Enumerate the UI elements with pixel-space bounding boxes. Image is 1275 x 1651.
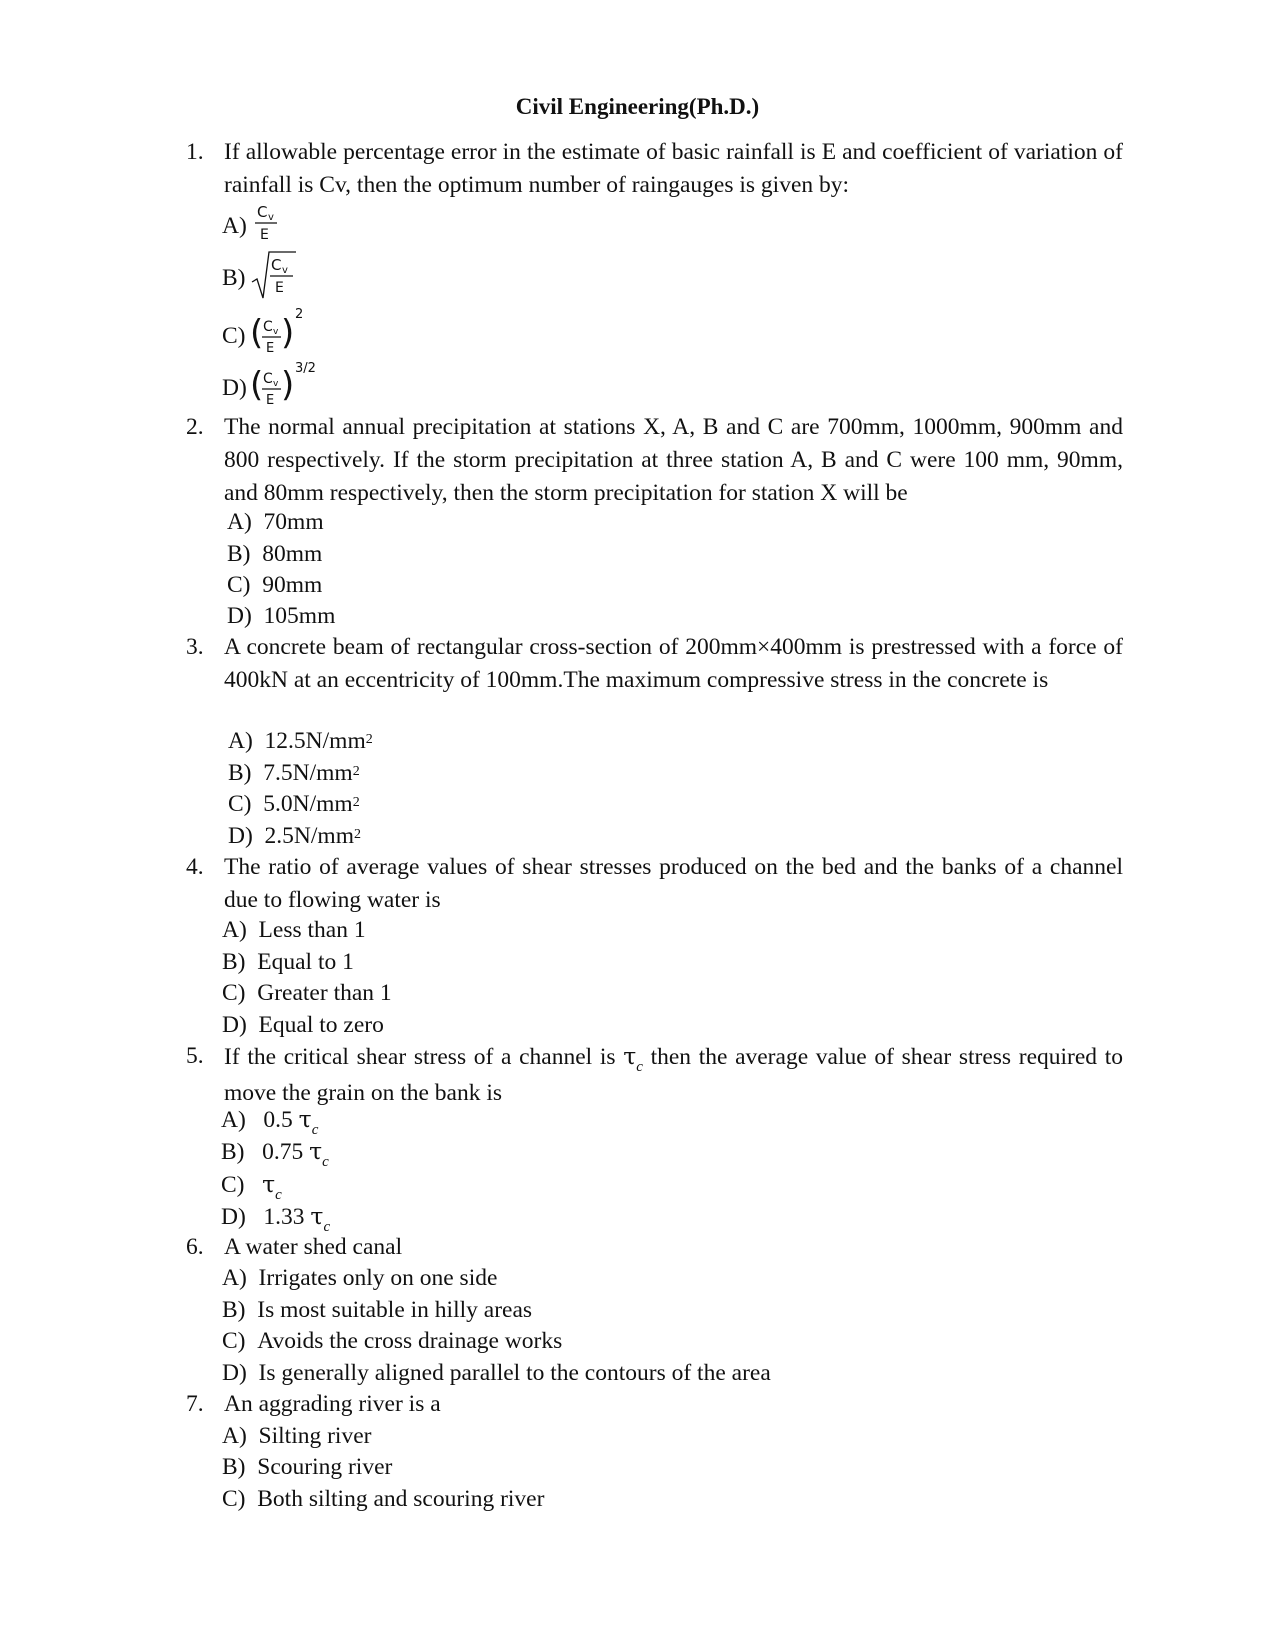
question-number: 3. bbox=[186, 634, 204, 660]
question-number: 6. bbox=[186, 1234, 204, 1260]
formula-cv-over-e bbox=[252, 200, 288, 244]
option-3c: C) $5.0N/mm^2$ bbox=[228, 791, 360, 817]
question-6 bbox=[186, 1231, 1123, 1264]
option-5a: A) 0.5 $\tau_c$ bbox=[221, 1105, 319, 1138]
question-number: 1. bbox=[186, 139, 204, 165]
option-6a: A) Irrigates only on one side bbox=[222, 1265, 498, 1291]
question-4 bbox=[186, 851, 1123, 917]
question-text: A concrete beam of rectangular cross-section of 200mm×400mm is prestressed with a force of 400kN at an eccentricity of 100mm.The maximum compressive stress in the concrete is bbox=[224, 634, 1123, 693]
svg-text:E: E bbox=[275, 280, 284, 296]
svg-text:C: C bbox=[263, 371, 273, 387]
option-2d: D) 105mm bbox=[227, 603, 336, 629]
page-title: Civil Engineering(Ph.D.) bbox=[515, 94, 760, 119]
option-label: A) bbox=[222, 213, 247, 239]
option-2c: C) 90mm bbox=[227, 572, 323, 598]
option-4a: A) Less than 1 bbox=[222, 917, 366, 943]
option-label: B) bbox=[222, 265, 246, 291]
svg-text:(: ( bbox=[250, 313, 264, 353]
svg-text:): ) bbox=[281, 365, 295, 405]
question-3 bbox=[186, 631, 1123, 697]
question-number: 7. bbox=[186, 1391, 204, 1417]
option-3d: D) $2.5N/mm^2$ bbox=[228, 823, 361, 849]
question-5 bbox=[186, 1040, 1123, 1110]
question-number: 5. bbox=[186, 1043, 204, 1069]
svg-text:2: 2 bbox=[295, 307, 304, 322]
question-number: 4. bbox=[186, 854, 204, 880]
option-1b bbox=[222, 262, 246, 295]
svg-text:v: v bbox=[268, 212, 274, 223]
question-7 bbox=[186, 1388, 1123, 1421]
question-text: The ratio of average values of shear stresses produced on the bed and the banks of a channel due to flowing water is bbox=[224, 854, 1123, 913]
option-7b: B) Scouring river bbox=[222, 1454, 393, 1480]
question-text: A water shed canal bbox=[224, 1234, 403, 1260]
question-text: If allowable percentage error in the estimate of basic rainfall is E and coefficient of variation of rainfall is Cv, then the optimum number of raingauges is given by: bbox=[224, 139, 1123, 198]
question-text: If the critical shear stress of a channel is $\tau_c$ then the average value of shear stress required to move the grain on the bank is bbox=[224, 1042, 1123, 1106]
option-6b: B) Is most suitable in hilly areas bbox=[222, 1297, 533, 1323]
option-6c: C) Avoids the cross drainage works bbox=[222, 1328, 563, 1354]
option-label: C) bbox=[222, 323, 246, 349]
svg-text:v: v bbox=[273, 379, 279, 389]
svg-text:C: C bbox=[271, 256, 282, 274]
option-4b: B) Equal to 1 bbox=[222, 949, 354, 975]
option-1c bbox=[222, 320, 246, 353]
option-7c: C) Both silting and scouring river bbox=[222, 1486, 545, 1512]
option-3a: A) $12.5N/mm^2$ bbox=[228, 728, 373, 754]
option-7a: A) Silting river bbox=[222, 1423, 372, 1449]
formula-cv-over-e-three-halves bbox=[250, 356, 330, 410]
option-5b: B) 0.75 $\tau_c$ bbox=[221, 1137, 329, 1170]
svg-text:v: v bbox=[282, 265, 288, 276]
svg-text:3/2: 3/2 bbox=[295, 361, 316, 376]
svg-text:E: E bbox=[260, 227, 269, 243]
option-5c: C) $\tau_c$ bbox=[221, 1170, 282, 1203]
option-3b: B) $7.5N/mm^2$ bbox=[228, 760, 360, 786]
svg-text:E: E bbox=[266, 341, 275, 356]
option-1a bbox=[222, 210, 247, 243]
question-text: The normal annual precipitation at stations X, A, B and C are 700mm, 1000mm, 900mm and 800 respectively. If the storm precipitation at three station A, B and C were 100 mm, 90mm, and 80mm respectively, then the storm precipitation for station X will be bbox=[224, 414, 1123, 506]
svg-text:C: C bbox=[263, 319, 273, 335]
svg-text:E: E bbox=[266, 393, 275, 408]
option-6d: D) Is generally aligned parallel to the contours of the area bbox=[222, 1360, 771, 1386]
question-1 bbox=[186, 136, 1123, 202]
formula-sqrt-cv-over-e bbox=[250, 248, 298, 302]
option-2b: B) 80mm bbox=[227, 541, 323, 567]
svg-text:): ) bbox=[281, 313, 295, 353]
option-label: D) bbox=[222, 375, 247, 401]
formula-cv-over-e-squared bbox=[250, 304, 310, 358]
question-2 bbox=[186, 411, 1123, 510]
svg-text:C: C bbox=[257, 203, 268, 221]
option-4c: C) Greater than 1 bbox=[222, 980, 392, 1006]
question-text: An aggrading river is a bbox=[224, 1391, 441, 1417]
option-5d: D) 1.33 $\tau_c$ bbox=[221, 1202, 331, 1235]
svg-text:(: ( bbox=[250, 365, 264, 405]
option-4d: D) Equal to zero bbox=[222, 1012, 384, 1038]
option-2a: A) 70mm bbox=[227, 509, 324, 535]
option-1d bbox=[222, 372, 247, 405]
question-number: 2. bbox=[186, 414, 204, 440]
svg-text:v: v bbox=[273, 327, 279, 337]
